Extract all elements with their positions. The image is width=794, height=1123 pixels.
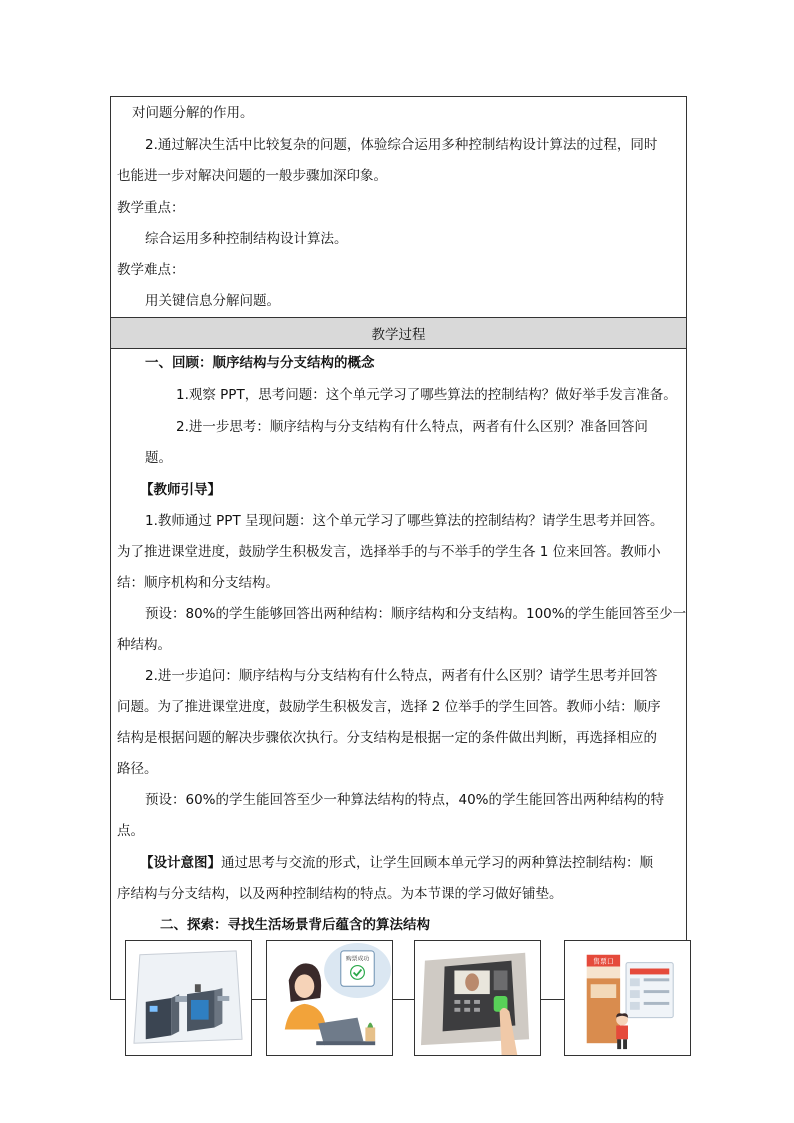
paragraph-line: 1.教师通过 PPT 呈现问题：这个单元学习了哪些算法的控制结构？请学生思考并回答。 [145, 513, 664, 529]
paragraph-line: 种结构。 [117, 637, 171, 653]
design-intent-line [140, 854, 653, 872]
objective-line: 对问题分解的作用。 [132, 105, 254, 121]
key-point-text: 综合运用多种控制结构设计算法。 [145, 231, 348, 247]
process-header: 教学过程 [111, 318, 686, 348]
question-2-cont: 题。 [145, 450, 172, 466]
paragraph-line: 点。 [117, 823, 144, 839]
difficulty-text: 用关键信息分解问题。 [145, 293, 280, 309]
question-1: 1.观察 PPT，思考问题：这个单元学习了哪些算法的控制结构？做好举手发言准备。 [176, 387, 677, 403]
design-intent-text: 通过思考与交流的形式，让学生回顾本单元学习的两种算法控制结构：顺 [221, 855, 653, 871]
objective-line: 也能进一步对解决问题的一般步骤加深印象。 [117, 168, 387, 184]
turnstile-gate-image [125, 940, 252, 1056]
paragraph-line: 为了推进课堂进度，鼓励学生积极发言，选择举手的与不举手的学生各 1 位来回答。教师小 [117, 544, 661, 560]
booking-success-text: 购票成功 [345, 956, 370, 963]
ticket-office-image [564, 940, 691, 1056]
section1-heading: 一、回顾：顺序结构与分支结构的概念 [145, 355, 375, 371]
paragraph-line: 2.进一步追问：顺序结构与分支结构有什么特点，两者有什么区别？请学生思考并回答 [145, 668, 658, 684]
row-divider [110, 348, 687, 349]
key-point-label: 教学重点： [117, 200, 185, 216]
difficulty-label: 教学难点： [117, 262, 185, 278]
paragraph-line: 序结构与分支结构，以及两种控制结构的特点。为本节课的学习做好铺垫。 [117, 886, 563, 902]
question-2: 2.进一步思考：顺序结构与分支结构有什么特点，两者有什么区别？准备回答问 [176, 419, 648, 435]
paragraph-line: 结构是根据问题的解决步骤依次执行。分支结构是根据一定的条件做出判断，再选择相应的 [117, 730, 657, 746]
online-booking-image [266, 940, 393, 1056]
paragraph-line: 预设：60%的学生能回答至少一种算法结构的特点，40%的学生能回答出两种结构的特 [145, 792, 665, 808]
section2-heading: 二、探索：寻找生活场景背后蕴含的算法结构 [160, 917, 430, 933]
paragraph-line: 结：顺序机构和分支结构。 [117, 575, 279, 591]
fingerprint-scanner-image [414, 940, 541, 1056]
ticket-office-sign-text: 售票口 [593, 957, 614, 966]
teacher-guide-heading: 【教师引导】 [140, 482, 221, 498]
paragraph-line: 预设：80%的学生能够回答出两种结构：顺序结构和分支结构。100%的学生能回答至少一 [145, 606, 687, 622]
paragraph-line: 问题。为了推进课堂进度，鼓励学生积极发言，选择 2 位举手的学生回答。教师小结：顺序 [117, 699, 661, 715]
paragraph-line: 路径。 [117, 761, 158, 777]
objective-line: 2.通过解决生活中比较复杂的问题，体验综合运用多种控制结构设计算法的过程，同时 [145, 137, 658, 153]
design-intent-label: 【设计意图】 [140, 855, 221, 871]
